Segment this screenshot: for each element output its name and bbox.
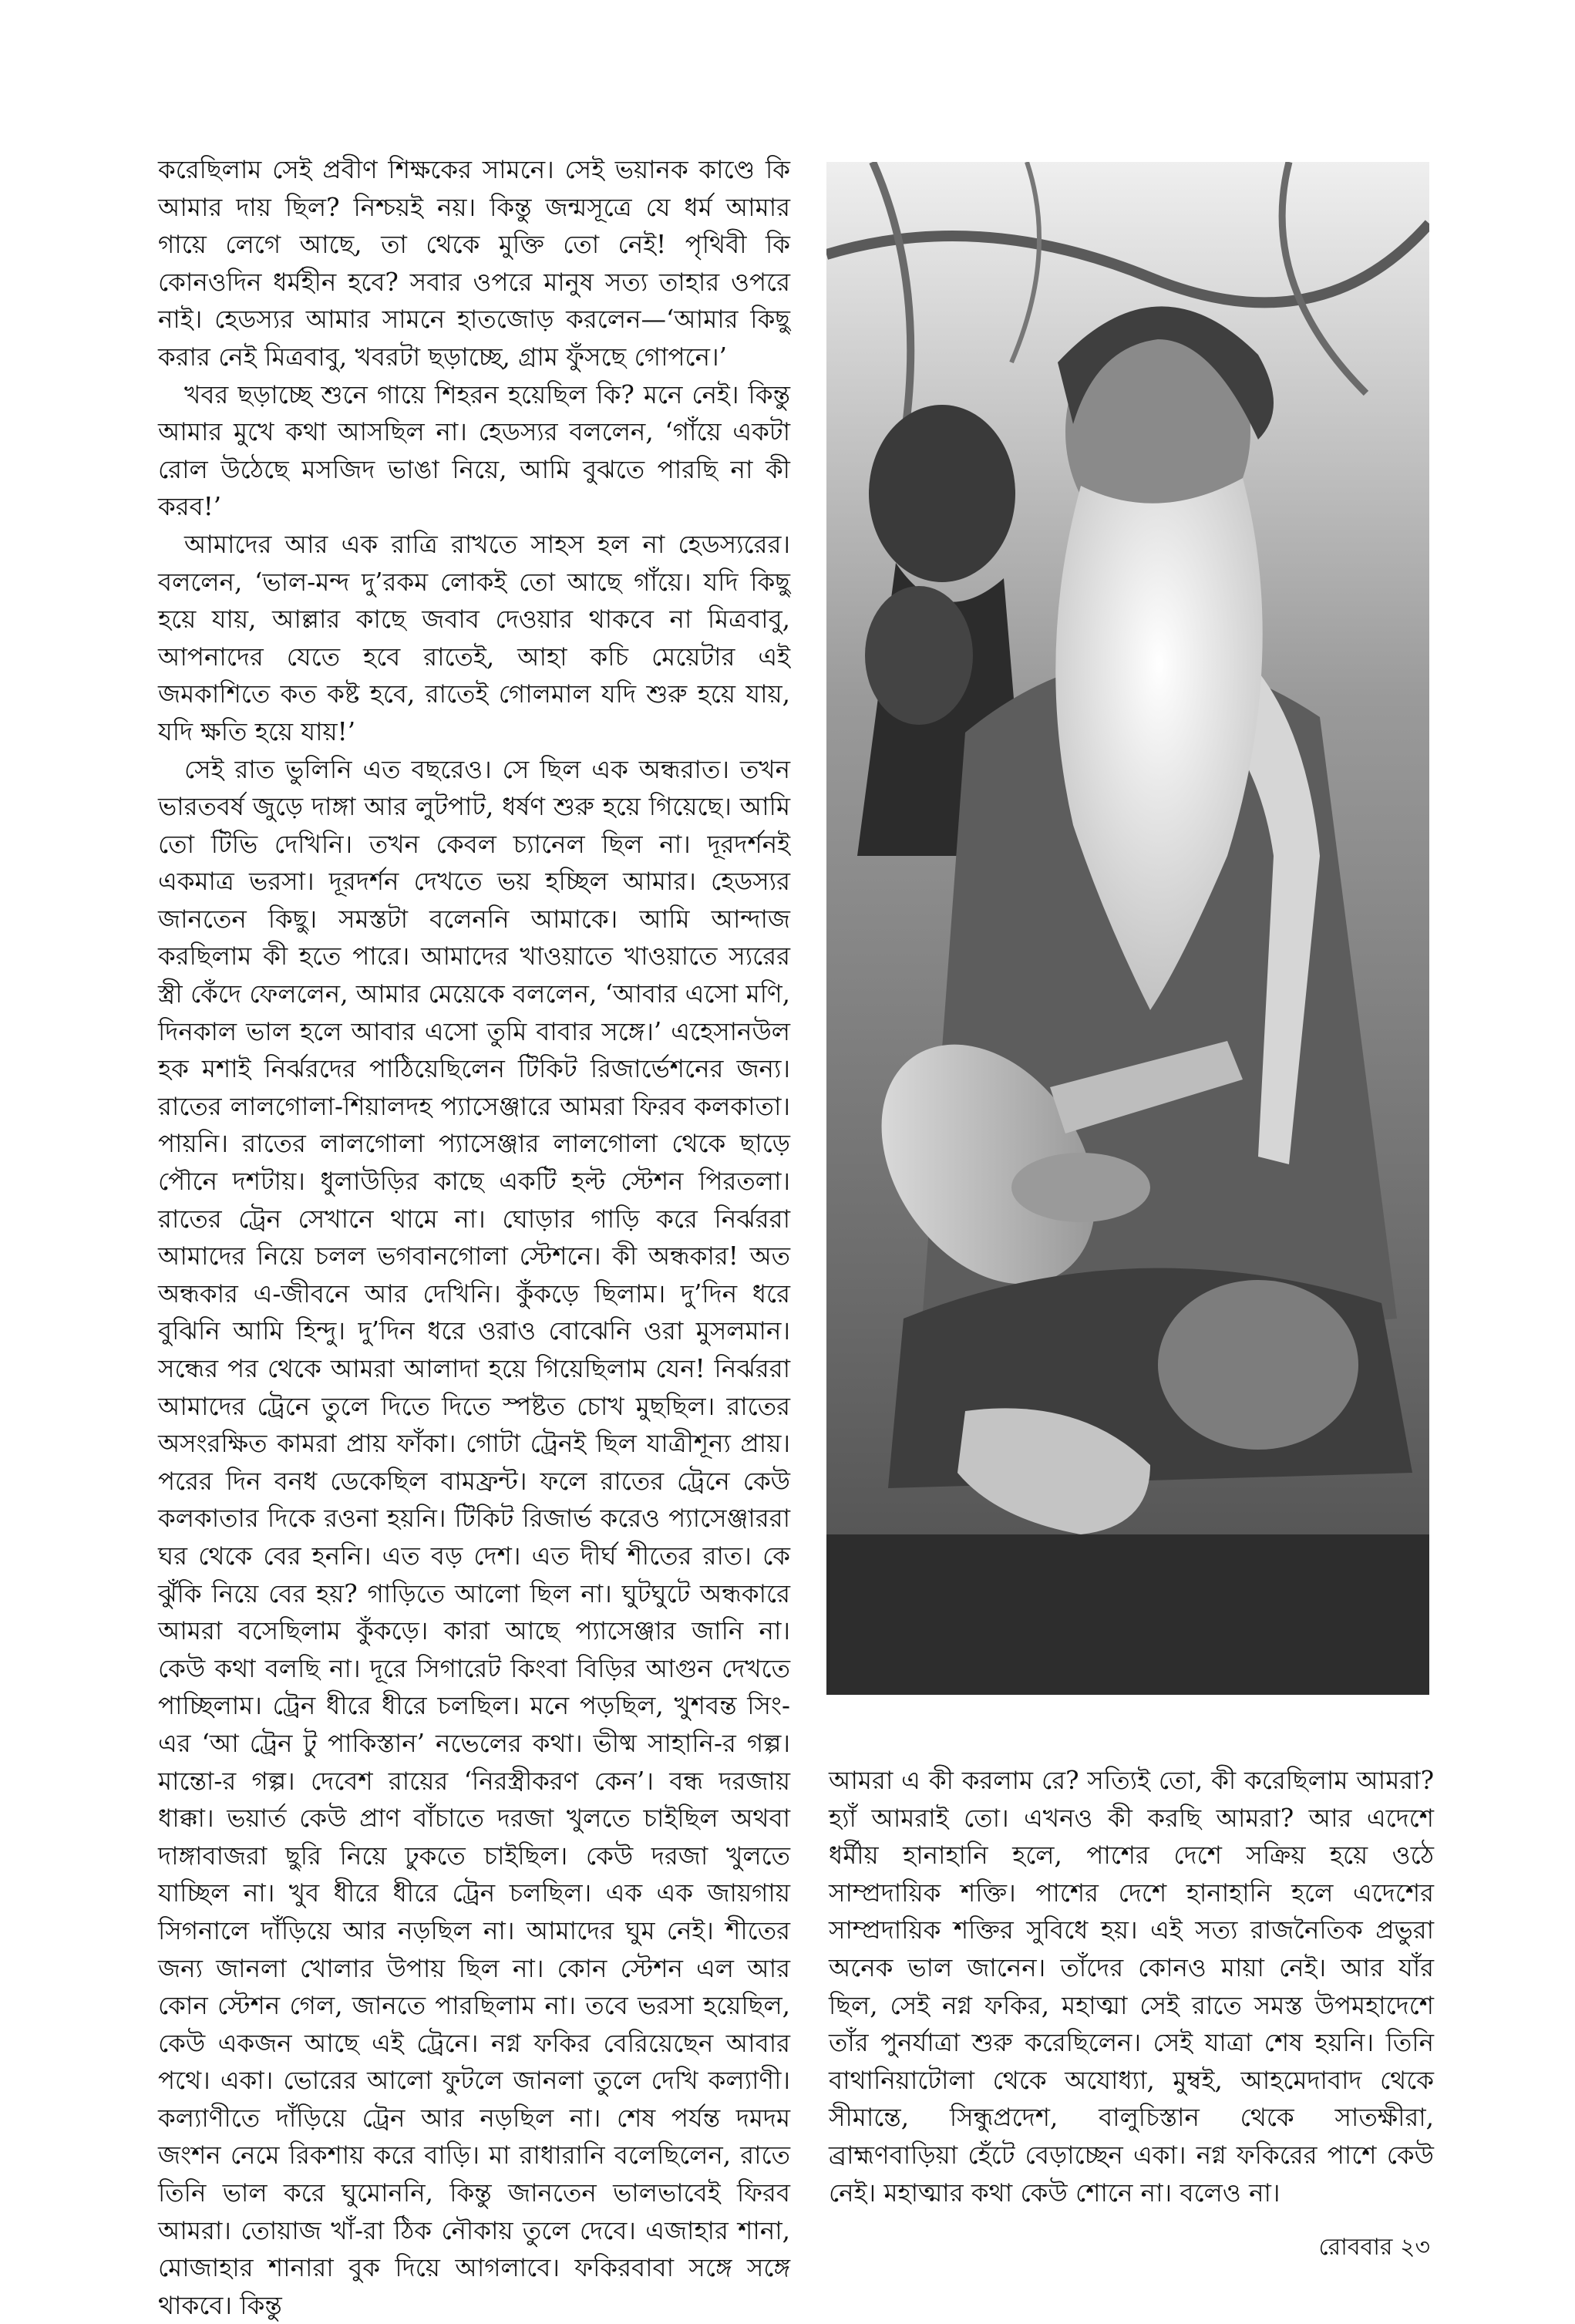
left-paragraph-3: আমাদের আর এক রাত্রি রাখতে সাহস হল না হেডস্যরের। বললেন, ‘ভাল-মন্দ দু’রকম লোকই তো আছে গাঁয়ে। যদি কিছু হয়ে যায়, আল্লার কাছে জবাব দেওয়ার থাকবে না মিত্রবাবু, আপনাদের যেতে হবে রাতেই, আহা কচি মেয়েটার এই জমকাশিতে কত কষ্ট হবে, রাতেই গোলমাল যদি শুরু হয়ে যায়, যদি ক্ষতি হয়ে যায়!’ [158, 526, 790, 751]
right-column [829, 1762, 1434, 2211]
photo-illustration [826, 162, 1429, 1695]
left-paragraph-1: করেছিলাম সেই প্রবীণ শিক্ষকের সামনে। সেই ভয়ানক কাণ্ডে কি আমার দায় ছিল? নিশ্চয়ই নয়। কিন্তু জন্মসূত্রে যে ধর্ম আমার গায়ে লেগে আছে, তা থেকে মুক্তি তো নেই! পৃথিবী কি কোনওদিন ধর্মহীন হবে? সবার ওপরে মানুষ সত্য তাহার ওপরে নাই। হেডস্যর আমার সামনে হাতজোড় করলেন—‘আমার কিছু করার নেই মিত্রবাবু, খবরটা ছড়াচ্ছে, গ্রাম ফুঁসছে গোপনে।’ [158, 151, 790, 376]
page-folio: রোববার ২৩ [1318, 2228, 1430, 2268]
right-paragraph-1: আমরা এ কী করলাম রে? সত্যিই তো, কী করেছিলাম আমরা? হ্যাঁ আমরাই তো। এখনও কী করছি আমরা? আর এদেশে ধর্মীয় হানাহানি হলে, পাশের দেশে সক্রিয় হয়ে ওঠে সাম্প্রদায়িক শক্তি। পাশের দেশে হানাহানি হলে এদেশের সাম্প্রদায়িক শক্তির সুবিধে হয়। এই সত্য রাজনৈতিক প্রভুরা অনেক ভাল জানেন। তাঁদের কোনও মায়া নেই। আর যাঁর ছিল, সেই নগ্ন ফকির, মহাত্মা সেই রাতে সমস্ত উপমহাদেশে তাঁর পুনর্যাত্রা শুরু করেছিলেন। সেই যাত্রা শেষ হয়নি। তিনি বাথানিয়াটোলা থেকে অযোধ্যা, মুম্বই, আহমেদাবাদ থেকে সীমান্তে, সিন্ধুপ্রদেশ, বালুচিস্তান থেকে সাতক্ষীরা, ব্রাহ্মণবাড়িয়া হেঁটে বেড়াচ্ছেন একা। নগ্ন ফকিরের পাশে কেউ নেই। মহাত্মার কথা কেউ শোনে না। বলেও না। [829, 1762, 1434, 2211]
fakir-photograph [826, 162, 1429, 1695]
left-paragraph-2: খবর ছড়াচ্ছে শুনে গায়ে শিহরন হয়েছিল কি? মনে নেই। কিন্তু আমার মুখে কথা আসছিল না। হেডস্যর বললেন, ‘গাঁয়ে একটা রোল উঠেছে মসজিদ ভাঙা নিয়ে, আমি বুঝতে পারছি না কী করব!’ [158, 376, 790, 526]
left-column [158, 151, 790, 2324]
left-paragraph-4: সেই রাত ভুলিনি এত বছরেও। সে ছিল এক অন্ধরাত। তখন ভারতবর্ষ জুড়ে দাঙ্গা আর লুটপাট, ধর্ষণ শুরু হয়ে গিয়েছে। আমি তো টিভি দেখিনি। তখন কেবল চ্যানেল ছিল না। দূরদর্শনই একমাত্র ভরসা। দূরদর্শন দেখতে ভয় হচ্ছিল আমার। হেডস্যর জানতেন কিছু। সমস্তটা বলেননি আমাকে। আমি আন্দাজ করছিলাম কী হতে পারে। আমাদের খাওয়াতে খাওয়াতে স্যরের স্ত্রী কেঁদে ফেললেন, আমার মেয়েকে বললেন, ‘আবার এসো মণি, দিনকাল ভাল হলে আবার এসো তুমি বাবার সঙ্গে।’ এহেসানউল হক মশাই নির্ঝরদের পাঠিয়েছিলেন টিকিট রিজার্ভেশনের জন্য। রাতের লালগোলা-শিয়ালদহ প্যাসেঞ্জারে আমরা ফিরব কলকাতা। পায়নি। রাতের লালগোলা প্যাসেঞ্জার লালগোলা থেকে ছাড়ে পৌনে দশটায়। ধুলাউড়ির কাছে একটি হল্ট স্টেশন পিরতলা। রাতের ট্রেন সেখানে থামে না। ঘোড়ার গাড়ি করে নির্ঝররা আমাদের নিয়ে চলল ভগবানগোলা স্টেশনে। কী অন্ধকার! অত অন্ধকার এ-জীবনে আর দেখিনি। কুঁকড়ে ছিলাম। দু’দিন ধরে বুঝিনি আমি হিন্দু। দু’দিন ধরে ওরাও বোঝেনি ওরা মুসলমান। সন্ধের পর থেকে আমরা আলাদা হয়ে গিয়েছিলাম যেন! নির্ঝররা আমাদের ট্রেনে তুলে দিতে দিতে স্পষ্টত চোখ মুছছিল। রাতের অসংরক্ষিত কামরা প্রায় ফাঁকা। গোটা ট্রেনই ছিল যাত্রীশূন্য প্রায়। পরের দিন বনধ ডেকেছিল বামফ্রন্ট। ফলে রাতের ট্রেনে কেউ কলকাতার দিকে রওনা হয়নি। টিকিট রিজার্ভ করেও প্যাসেঞ্জাররা ঘর থেকে বের হননি। এত বড় দেশ। এত দীর্ঘ শীতের রাত। কে ঝুঁকি নিয়ে বের হয়? গাড়িতে আলো ছিল না। ঘুটঘুটে অন্ধকারে আমরা বসেছিলাম কুঁকড়ে। কারা আছে প্যাসেঞ্জার জানি না। কেউ কথা বলছি না। দূরে সিগারেট কিংবা বিড়ির আগুন দেখতে পাচ্ছিলাম। ট্রেন ধীরে ধীরে চলছিল। মনে পড়ছিল, খুশবন্ত সিং-এর ‘আ ট্রেন টু পাকিস্তান’ নভেলের কথা। ভীষ্ম সাহানি-র গল্প। মান্তো-র গল্প। দেবেশ রায়ের ‘নিরস্ত্রীকরণ কেন’। বন্ধ দরজায় ধাক্কা। ভয়ার্ত কেউ প্রাণ বাঁচাতে দরজা খুলতে চাইছিল অথবা দাঙ্গাবাজরা ছুরি নিয়ে ঢুকতে চাইছিল। কেউ দরজা খুলতে যাচ্ছিল না। খুব ধীরে ধীরে ট্রেন চলছিল। এক এক জায়গায় সিগনালে দাঁড়িয়ে আর নড়ছিল না। আমাদের ঘুম নেই। শীতের জন্য জানলা খোলার উপায় ছিল না। কোন স্টেশন এল আর কোন স্টেশন গেল, জানতে পারছিলাম না। তবে ভরসা হয়েছিল, কেউ একজন আছে এই ট্রেনে। নগ্ন ফকির বেরিয়েছেন আবার পথে। একা। ভোরের আলো ফুটলে জানলা তুলে দেখি কল্যাণী। কল্যাণীতে দাঁড়িয়ে ট্রেন আর নড়ছিল না। শেষ পর্যন্ত দমদম জংশন নেমে রিকশায় করে বাড়ি। মা রাধারানি বলেছিলেন, রাতে তিনি ভাল করে ঘুমোননি, কিন্তু জানতেন ভালভাবেই ফিরব আমরা। তোয়াজ খাঁ-রা ঠিক নৌকায় তুলে দেবে। এজাহার শানা, মোজাহার শানারা বুক দিয়ে আগলাবে। ফকিরবাবা সঙ্গে সঙ্গে থাকবে। কিন্তু [158, 751, 790, 2324]
